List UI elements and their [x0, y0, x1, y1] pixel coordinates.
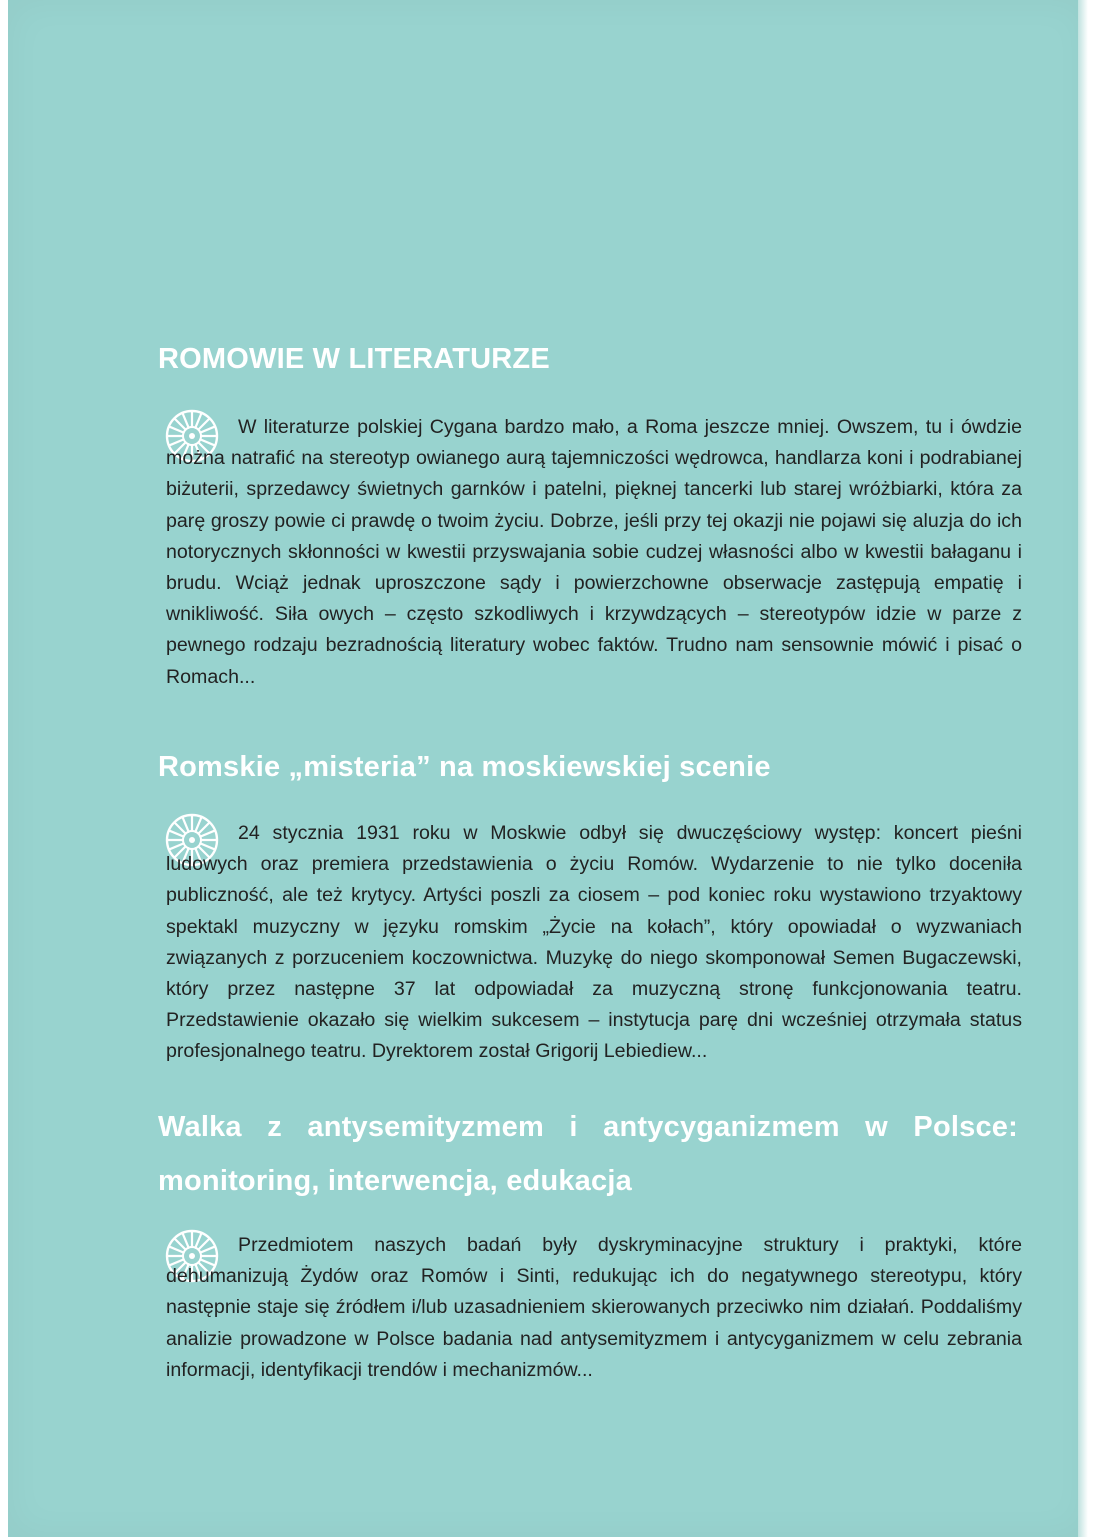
section-title-3: Walka z antysemityzmem i antycyganizmem w Polsce: monitoring, interwencja, edukacja: [158, 1111, 1018, 1197]
section-title-1: ROMOWIE W LITERATURZE: [158, 343, 550, 375]
section-body-2: 24 stycznia 1931 roku w Moskwie odbył się dwuczęściowy występ: koncert pieśni ludowych oraz premiera przedstawienia o życiu Romów. Wydarzenie to nie tylko doceniła publiczność, ale też krytycy. Artyści poszli za ciosem – pod koniec roku wystawiono trzyaktowy spektakl muzyczny w języku romskim „Życie na kołach”, który opowiadał o wyzwaniach związanych z porzuceniem koczownictwa. Muzykę do niego skomponował Semen Bugaczewski, który przez następne 37 lat odpowiadał za muzyczną stronę funkcjonowania teatru. Przedstawienie okazało się wielkim sukcesem – instytucja parę dni wcześniej otrzymała status profesjonalnego teatru. Dyrektorem został Grigorij Lebiediew...: [166, 822, 1022, 1063]
section-body-3: Przedmiotem naszych badań były dyskryminacyjne struktury i praktyki, które dehumanizują Żydów oraz Romów i Sinti, redukując ich do negatywnego stereotypu, który następnie staje się źródłem i/lub uzasadnieniem skierowanych przeciwko nim działań. Poddaliśmy analizie prowadzone w Polsce badania nad antysemityzmem i antycyganizmem w celu zebrania informacji, identyfikacji trendów i mechanizmów...: [166, 1234, 1022, 1381]
section-body-1: W literaturze polskiej Cygana bardzo mało, a Roma jeszcze mniej. Owszem, tu i ówdzie można natrafić na stereotyp owianego aurą tajemniczości wędrowca, handlarza koni i podrabianej biżuterii, sprzedawcy świetnych garnków i patelni, pięknej tancerki lub starej wróżbiarki, która za parę groszy powie ci prawdę o twoim życiu. Dobrze, jeśli przy tej okazji nie pojawi się aluzja do ich notorycznych skłonności w kwestii przyswajania sobie cudzej własności albo w kwestii bałaganu i brudu. Wciąż jednak uproszczone sądy i powierzchowne obserwacje zastępują empatię i wnikliwość. Siła owych – często szkodliwych i krzywdzących – stereotypów idzie w parze z pewnego rodzaju bezradnością literatury wobec faktów. Trudno nam sensownie mówić i pisać o Romach...: [166, 416, 1022, 688]
section-title-2: Romskie „misteria” na moskiewskiej scenie: [158, 751, 771, 783]
page-edge: [1078, 0, 1088, 1537]
